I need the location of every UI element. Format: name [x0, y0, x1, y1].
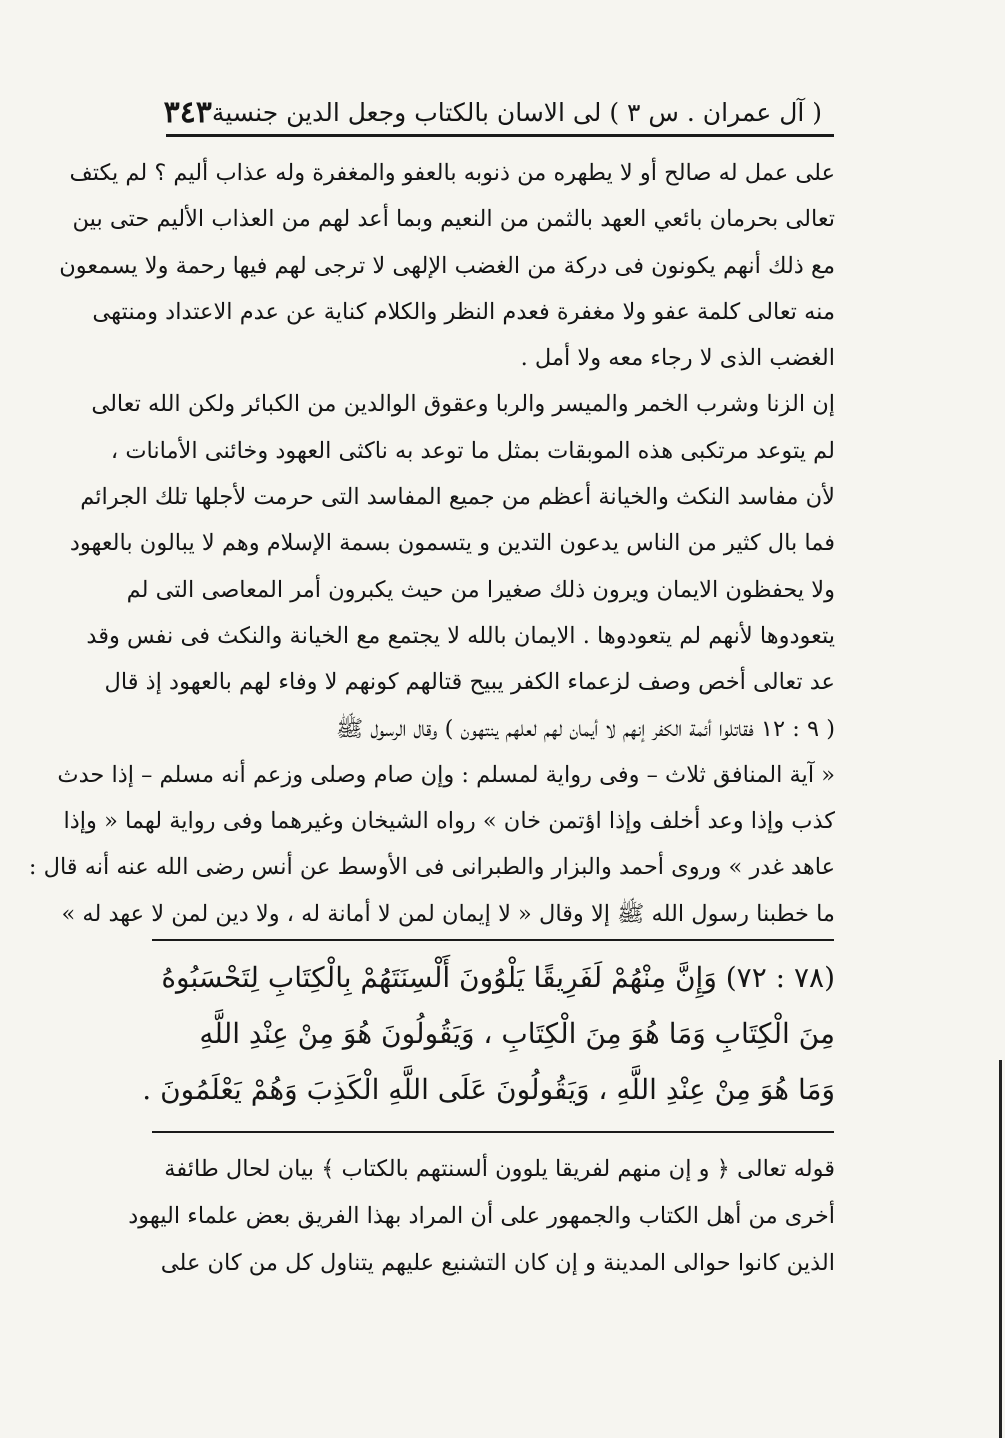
- verse-line: وَمَا هُوَ مِنْ عِنْدِ اللَّهِ ، وَيَقُولُونَ عَلَى اللَّهِ الْكَذِبَ وَهُمْ يَعْلَمُونَ .: [142, 1073, 835, 1106]
- quran-verse-block: [140, 950, 835, 1118]
- header-rule: [166, 134, 834, 137]
- verse-line: مِنَ الْكِتَابِ وَمَا هُوَ مِنَ الْكِتَابِ ، وَيَقُولُونَ هُوَ مِنْ عِنْدِ اللَّهِ: [199, 1017, 835, 1050]
- commentary-line: ما خطبنا رسول الله ﷺ إلا وقال « لا إيمان لمن لا أمانة له ، ولا دين لمن لا عهد له »: [61, 900, 835, 927]
- page-edge-shadow: [999, 1060, 1002, 1438]
- tafsir-line: الذين كانوا حوالى المدينة و إن كان التشنيع عليهم يتناول كل من كان على: [160, 1250, 835, 1276]
- header-title: ( آل عمران . س ٣ ) لى الاسان بالكتاب وجعل الدين جنسية: [211, 97, 822, 127]
- commentary-line: عد تعالى أخص وصف لزعماء الكفر يبيح قتالهم كونهم لا وفاء لهم بالعهود إذ قال: [104, 669, 835, 696]
- commentary-line: مع ذلك أنهم يكونون فى دركة من الغضب الإلهى لا ترجى لهم فيها رحمة ولا يسمعون: [59, 252, 835, 279]
- commentary-line: عاهد غدر » وروى أحمد والبزار والطبرانى فى الأوسط عن أنس رضى الله عنه أنه قال :: [28, 854, 835, 881]
- commentary-line: لم يتوعد مرتكبى هذه الموبقات بمثل ما توعد به ناكثى العهود وخائنى الأمانات ،: [110, 437, 835, 464]
- commentary-block: [28, 150, 835, 937]
- verse-line: (٧٨ : ٧٢) وَإِنَّ مِنْهُمْ لَفَرِيقًا يَلْوُونَ أَلْسِنَتَهُمْ بِالْكِتَابِ لِتَحْسَبُوهُ: [161, 961, 835, 994]
- running-header: [163, 92, 822, 132]
- tafsir-line: قوله تعالى ﴿ و إن منهم لفريقا يلوون ألسنتهم بالكتاب ﴾ بيان لحال طائفة: [164, 1156, 835, 1182]
- commentary-line: لأن مفاسد النكث والخيانة أعظم من جميع المفاسد التى حرمت لأجلها تلك الجرائم: [80, 484, 835, 511]
- page-number: ٣٤٣: [163, 94, 212, 130]
- commentary-line: الغضب الذى لا رجاء معه ولا أمل .: [520, 345, 835, 372]
- commentary-line: « آية المنافق ثلاث – وفى رواية لمسلم : وإن صام وصلى وزعم أنه مسلم – إذا حدث: [57, 761, 835, 788]
- verse-bottom-rule: [152, 1131, 834, 1133]
- commentary-line: فما بال كثير من الناس يدعون التدين و يتسمون بسمة الإسلام وهم لا يبالون بالعهود: [69, 530, 835, 557]
- tafsir-block: [128, 1146, 835, 1287]
- commentary-line: تعالى بحرمان بائعي العهد بالثمن من النعيم وبما أعد لهم من العذاب الأليم حتى بين: [72, 206, 835, 233]
- commentary-line: منه تعالى كلمة عفو ولا مغفرة فعدم النظر والكلام كناية عن عدم الاعتداد ومنتهى: [92, 298, 835, 325]
- commentary-line: على عمل له صالح أو لا يطهره من ذنوبه بالعفو والمغفرة وله عذاب أليم ؟ لم يكتف: [69, 160, 835, 186]
- commentary-line: ولا يحفظون الايمان ويرون ذلك صغيرا من حيث يكبرون أمر المعاصى التى لم: [126, 576, 835, 603]
- verse-top-rule: [152, 939, 834, 941]
- commentary-line: يتعودوها لأنهم لم يتعودوها . الايمان بالله لا يجتمع مع الخيانة والنكث فى نفس وقد: [86, 622, 835, 649]
- commentary-line: إن الزنا وشرب الخمر والميسر والربا وعقوق الوالدين من الكبائر ولكن الله تعالى: [91, 391, 835, 418]
- commentary-line: ( ٩ : ١٢ فقاتلوا أئمة الكفر إنهم لا أيمان لهم لعلهم ينتهون ) وقال الرسول ﷺ: [336, 715, 835, 742]
- tafsir-line: أخرى من أهل الكتاب والجمهور على أن المراد بهذا الفريق بعض علماء اليهود: [128, 1203, 835, 1229]
- commentary-line: كذب وإذا وعد أخلف وإذا اؤتمن خان » رواه الشيخان وغيرهما وفى رواية لهما « وإذا: [63, 808, 835, 835]
